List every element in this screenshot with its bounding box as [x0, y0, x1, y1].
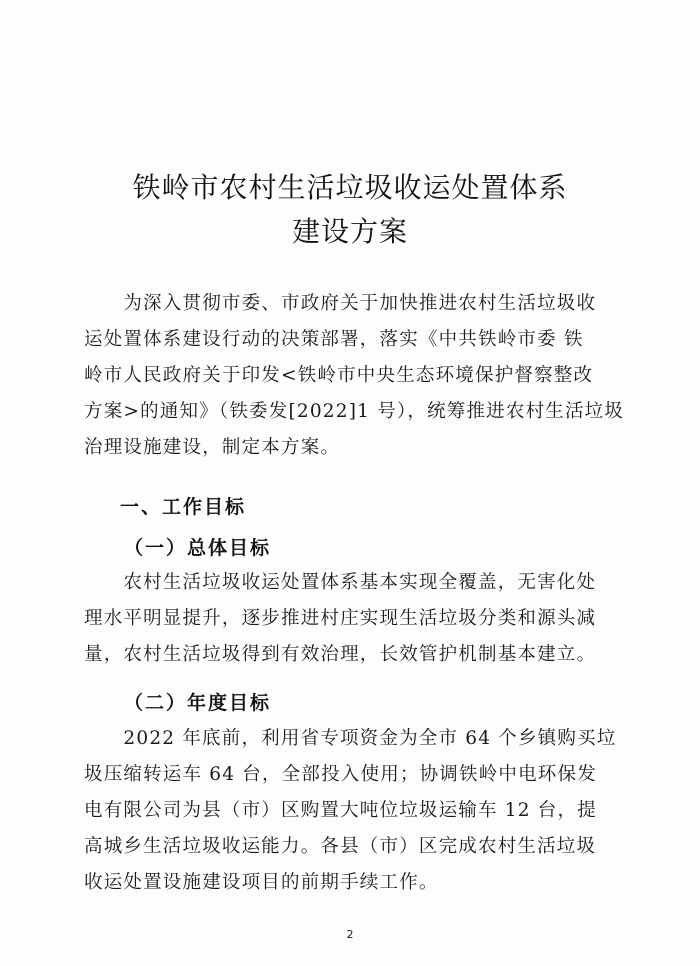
paragraph-line: 电有限公司为县（市）区购置大吨位垃圾运输车 12 台，提	[84, 800, 597, 821]
paragraph-line: 量，农村生活垃圾得到有效治理，长效管护机制基本建立。	[84, 644, 597, 665]
paragraph-line: 为深入贯彻市委、市政府关于加快推进农村生活垃圾收	[84, 293, 597, 314]
subsection-heading-annual-goals: （二）年度目标	[124, 692, 272, 714]
paragraph-line: 农村生活垃圾收运处置体系基本实现全覆盖，无害化处	[84, 572, 597, 593]
paragraph-line: 方案>的通知》（铁委发[2022]1 号），统筹推进农村生活垃圾	[84, 401, 625, 422]
intro-paragraph	[84, 286, 624, 466]
document-title-line-1: 铁岭市农村生活垃圾收运处置体系	[132, 171, 568, 204]
paragraph-line: 治理设施建设，制定本方案。	[84, 437, 341, 458]
page-number: 2	[346, 928, 354, 941]
paragraph-line: 收运处置设施建设项目的前期手续工作。	[84, 872, 439, 893]
annual-goals-paragraph	[84, 721, 624, 901]
paragraph-line: 高城乡生活垃圾收运能力。各县（市）区完成农村生活垃圾	[84, 836, 597, 857]
paragraph-line: 2022 年底前，利用省专项资金为全市 64 个乡镇购买垃	[84, 728, 617, 749]
paragraph-line: 圾压缩转运车 64 台，全部投入使用；协调铁岭中电环保发	[84, 764, 597, 785]
section-heading-work-goals: 一、工作目标	[120, 496, 247, 518]
paragraph-line: 岭市人民政府关于印发<铁岭市中央生态环境保护督察整改	[84, 365, 594, 386]
paragraph-line: 运处置体系建设行动的决策部署，落实《中共铁岭市委 铁	[84, 329, 584, 350]
paragraph-line: 理水平明显提升，逐步推进村庄实现生活垃圾分类和源头减	[84, 608, 597, 629]
overall-goals-paragraph	[84, 565, 624, 673]
subsection-heading-overall-goals: （一）总体目标	[124, 537, 272, 559]
document-title-line-2: 建设方案	[291, 215, 408, 248]
